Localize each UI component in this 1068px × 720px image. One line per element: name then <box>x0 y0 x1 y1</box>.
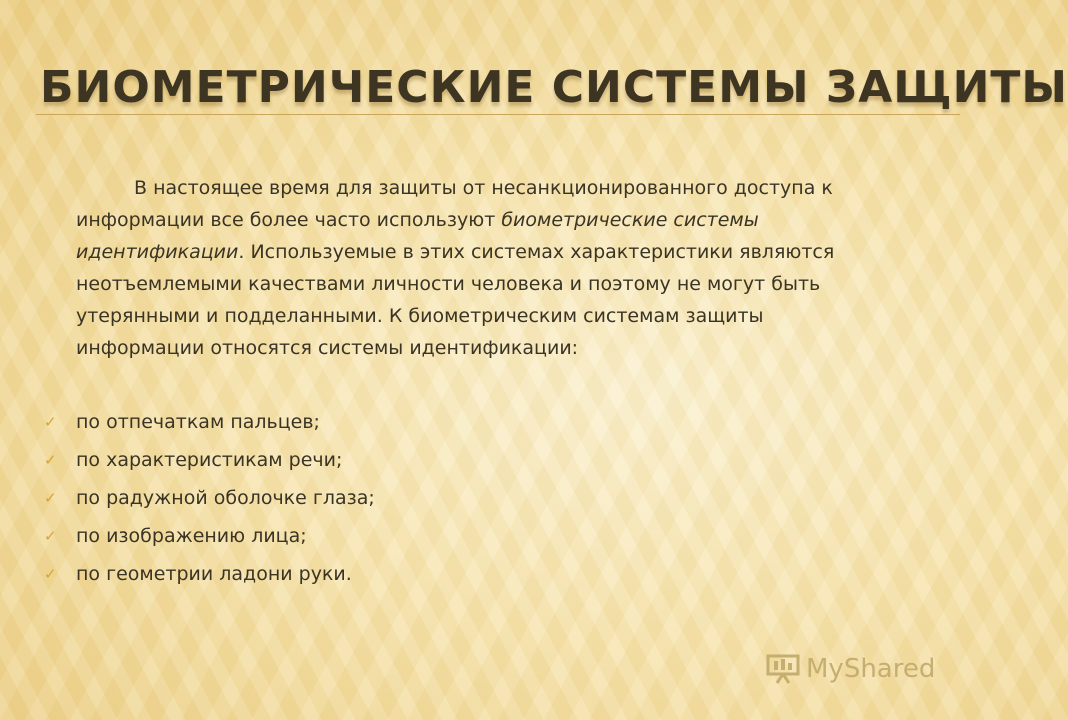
checkmark-icon: ✓ <box>44 451 57 469</box>
slide-title: БИОМЕТРИЧЕСКИЕ СИСТЕМЫ ЗАЩИТЫ <box>40 62 1068 113</box>
checkmark-icon: ✓ <box>44 527 57 545</box>
checkmark-icon: ✓ <box>44 413 57 431</box>
paragraph-text-end: . Используемые в этих системах характеристики являются неотъемлемыми качествами личности человека и поэтому не могут быть утерянными и подделанными. К биометрическим системам защиты информации относятся системы идентификации: <box>76 241 835 359</box>
intro-paragraph <box>76 172 876 364</box>
checkmark-icon: ✓ <box>44 489 57 507</box>
list-item <box>44 517 375 555</box>
list-item-text: по характеристикам речи; <box>76 449 343 471</box>
paragraph-text-start: В настоящее время для защиты от несанкционированного доступа к информации все более часто используют <box>76 177 833 231</box>
list-item-text: по отпечаткам пальцев; <box>76 411 320 433</box>
list-item <box>44 403 375 441</box>
list-item <box>44 441 375 479</box>
list-item <box>44 555 375 593</box>
watermark-logo <box>766 654 935 684</box>
presentation-board-icon <box>766 654 800 684</box>
list-item-text: по радужной оболочке глаза; <box>76 487 375 509</box>
title-underline <box>36 114 960 115</box>
paragraph-emphasis: биометрические системы идентификации <box>76 209 759 263</box>
list-item-text: по изображению лица; <box>76 525 307 547</box>
list-item <box>44 479 375 517</box>
checkmark-icon: ✓ <box>44 565 57 583</box>
bullet-list <box>44 403 375 593</box>
list-item-text: по геометрии ладони руки. <box>76 563 352 585</box>
watermark-text: MyShared <box>806 654 936 684</box>
